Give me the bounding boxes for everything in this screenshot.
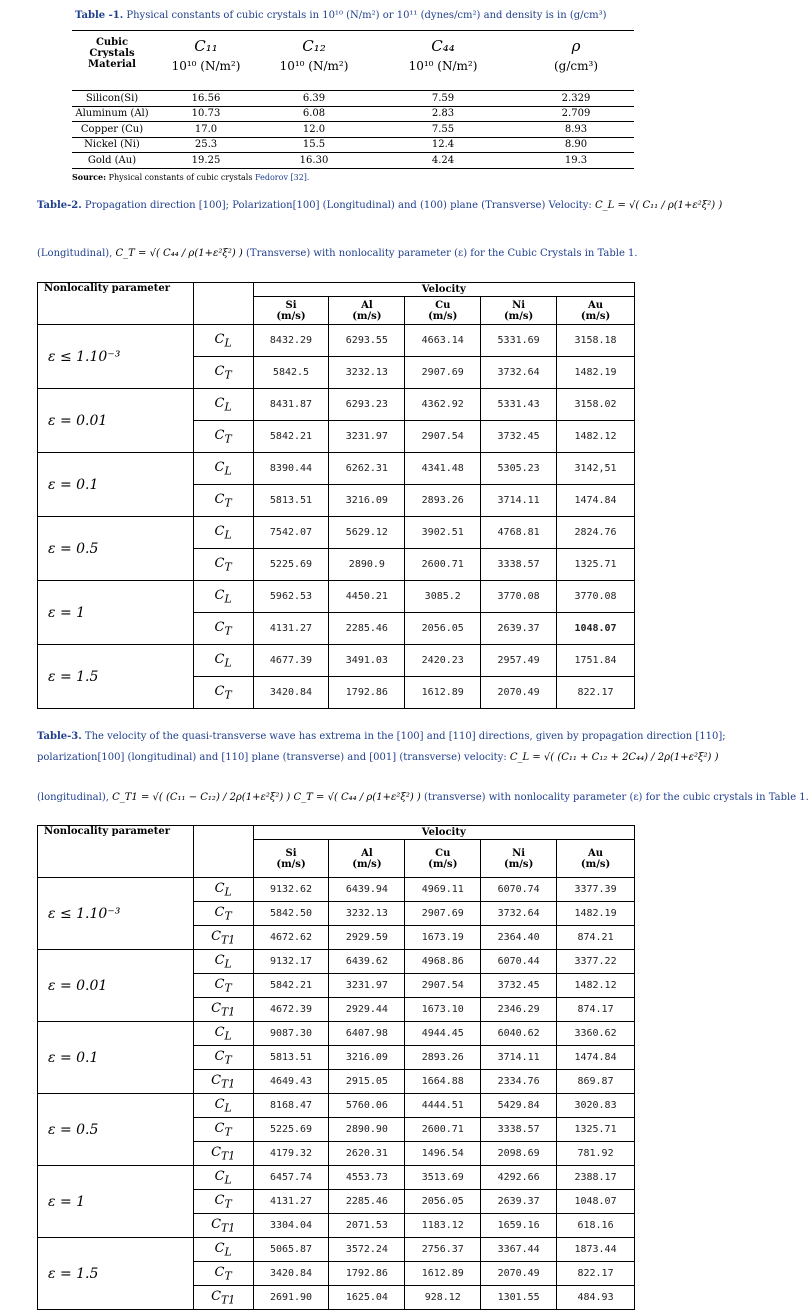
- velocity-cell: 7542.07: [253, 517, 329, 549]
- velocity-symbol: $C_T$: [193, 974, 253, 998]
- velocity-cell: 3572.24: [329, 1238, 405, 1262]
- velocity-cell: 5842.5: [253, 357, 329, 389]
- velocity-cell: 1474.84: [557, 485, 635, 517]
- velocity-symbol: $C_L$: [193, 1238, 253, 1262]
- velocity-cell: 3360.62: [557, 1022, 635, 1046]
- velocity-cell: 5760.06: [329, 1094, 405, 1118]
- velocity-cell: 4450.21: [329, 581, 405, 613]
- velocity-cell: 3158.02: [557, 389, 635, 421]
- velocity-cell: 3732.64: [481, 357, 557, 389]
- velocity-cell: 5331.43: [481, 389, 557, 421]
- velocity-cell: 822.17: [557, 1262, 635, 1286]
- velocity-cell: 5065.87: [253, 1238, 329, 1262]
- velocity-cell: 3231.97: [329, 421, 405, 453]
- velocity-cell: 1751.84: [557, 645, 635, 677]
- velocity-cell: 3714.11: [481, 1046, 557, 1070]
- table-row: [38, 517, 635, 549]
- velocity-cell: 1659.16: [481, 1214, 557, 1238]
- table-row: [38, 645, 635, 677]
- table1-source: Source: Physical constants of cubic crystals Fedorov [32].: [72, 172, 310, 182]
- velocity-symbol: $C_L$: [193, 581, 253, 613]
- velocity-cell: 6070.74: [481, 878, 557, 902]
- velocity-cell: 2824.76: [557, 517, 635, 549]
- nonlocality-value: ε = 0.1: [38, 1022, 194, 1094]
- velocity-symbol: $C_L$: [193, 1022, 253, 1046]
- velocity-symbol: $C_T$: [193, 902, 253, 926]
- header-row: [38, 826, 635, 840]
- header-velocity: Velocity: [253, 826, 634, 840]
- velocity-symbol: $C_T$: [193, 549, 253, 581]
- velocity-cell: 2907.54: [405, 974, 481, 998]
- nonlocality-value: ε = 1.5: [38, 1238, 194, 1310]
- velocity-symbol: $C_L$: [193, 950, 253, 974]
- column-header: Ni (m/s): [481, 840, 557, 878]
- nonlocality-value: ε = 0.01: [38, 389, 194, 453]
- velocity-cell: 3142,51: [557, 453, 635, 485]
- velocity-cell: 3377.39: [557, 878, 635, 902]
- velocity-cell: 2929.44: [329, 998, 405, 1022]
- header-nonlocality: Nonlocality parameter: [38, 826, 194, 878]
- velocity-cell: 3902.51: [405, 517, 481, 549]
- velocity-cell: 2388.17: [557, 1166, 635, 1190]
- table-row: [38, 950, 635, 974]
- velocity-cell: 6457.74: [253, 1166, 329, 1190]
- velocity-cell: 3513.69: [405, 1166, 481, 1190]
- velocity-cell: 6293.55: [329, 325, 405, 357]
- velocity-cell: 2929.59: [329, 926, 405, 950]
- velocity-cell: 3232.13: [329, 902, 405, 926]
- velocity-cell: 1792.86: [329, 677, 405, 709]
- table-row: Copper (Cu) 17.0 12.0 7.55 8.93: [72, 122, 634, 138]
- velocity-cell: 6262.31: [329, 453, 405, 485]
- velocity-cell: 3020.83: [557, 1094, 635, 1118]
- velocity-cell: 1664.88: [405, 1070, 481, 1094]
- velocity-cell: 5225.69: [253, 549, 329, 581]
- velocity-cell: 3732.45: [481, 421, 557, 453]
- column-header: Ni (m/s): [481, 297, 557, 325]
- velocity-cell: 9087.30: [253, 1022, 329, 1046]
- velocity-cell: 4649.43: [253, 1070, 329, 1094]
- table-row: [38, 1166, 635, 1190]
- velocity-cell: 4944.45: [405, 1022, 481, 1046]
- table3-caption-line2: polarization[100] (longitudinal) and [110] plane (transverse) and [001] (transverse) velocity: C_L = √( (C₁₁ + C₁₂ + 2C₄₄) / 2ρ(1+ε²ξ²) ): [37, 752, 719, 763]
- velocity-symbol: $C_L$: [193, 1166, 253, 1190]
- table-row: [38, 581, 635, 613]
- velocity-cell: 1496.54: [405, 1142, 481, 1166]
- velocity-cell: 4768.81: [481, 517, 557, 549]
- header-c11: C₁₁ 10¹⁰ (N/m²): [152, 31, 260, 91]
- velocity-cell: 1612.89: [405, 1262, 481, 1286]
- velocity-cell: 4179.32: [253, 1142, 329, 1166]
- velocity-cell: 2915.05: [329, 1070, 405, 1094]
- velocity-symbol: $C_L$: [193, 645, 253, 677]
- velocity-cell: 1612.89: [405, 677, 481, 709]
- velocity-symbol: $C_T$: [193, 357, 253, 389]
- velocity-cell: 2346.29: [481, 998, 557, 1022]
- nonlocality-value: ε = 0.5: [38, 1094, 194, 1166]
- table2-caption-line1: Table-2. Propagation direction [100]; Polarization[100] (Longitudinal) and (100) plane (Transverse) Velocity: C_L = √( C₁₁ / ρ(1+ε²ξ²) ): [37, 200, 723, 211]
- table2-label: Table-2.: [37, 200, 82, 211]
- table3: [37, 825, 635, 1310]
- velocity-symbol: $C_L$: [193, 325, 253, 357]
- column-header: Al (m/s): [329, 840, 405, 878]
- velocity-cell: 2890.90: [329, 1118, 405, 1142]
- velocity-cell: 8168.47: [253, 1094, 329, 1118]
- velocity-symbol: $C_T$: [193, 421, 253, 453]
- velocity-cell: 5842.50: [253, 902, 329, 926]
- velocity-cell: 5225.69: [253, 1118, 329, 1142]
- table-row: [38, 325, 635, 357]
- column-header: Au (m/s): [557, 297, 635, 325]
- header-velocity: Velocity: [253, 283, 634, 297]
- velocity-symbol: $C_T$: [193, 1190, 253, 1214]
- velocity-cell: 2070.49: [481, 1262, 557, 1286]
- velocity-cell: 3714.11: [481, 485, 557, 517]
- velocity-cell: 2890.9: [329, 549, 405, 581]
- velocity-cell: 2893.26: [405, 1046, 481, 1070]
- velocity-symbol: $C_T$: [193, 1046, 253, 1070]
- table1-caption: [75, 10, 607, 21]
- velocity-cell: 874.17: [557, 998, 635, 1022]
- velocity-symbol: $C_T$: [193, 485, 253, 517]
- velocity-cell: 2071.53: [329, 1214, 405, 1238]
- velocity-cell: 9132.62: [253, 878, 329, 902]
- velocity-cell: 8390.44: [253, 453, 329, 485]
- header-rho: ρ (g/cm³): [518, 31, 634, 91]
- velocity-cell: 6040.62: [481, 1022, 557, 1046]
- velocity-cell: 1482.12: [557, 974, 635, 998]
- velocity-cell: 5842.21: [253, 974, 329, 998]
- velocity-cell: 4672.62: [253, 926, 329, 950]
- velocity-cell: 1873.44: [557, 1238, 635, 1262]
- table-row: Silicon(Si) 16.56 6.39 7.59 2.329: [72, 91, 634, 107]
- velocity-cell: 2620.31: [329, 1142, 405, 1166]
- velocity-cell: 4341.48: [405, 453, 481, 485]
- equation-ct: C_T = √( C₄₄ / ρ(1+ε²ξ²) ): [115, 248, 243, 259]
- velocity-cell: 1325.71: [557, 1118, 635, 1142]
- velocity-symbol: $C_{T1}$: [193, 998, 253, 1022]
- velocity-cell: 6070.44: [481, 950, 557, 974]
- velocity-symbol: $C_T$: [193, 1118, 253, 1142]
- velocity-cell: 1482.12: [557, 421, 635, 453]
- velocity-cell: 2285.46: [329, 613, 405, 645]
- velocity-cell: 4292.66: [481, 1166, 557, 1190]
- velocity-cell: 781.92: [557, 1142, 635, 1166]
- equation-ct1: C_T1 = √( (C₁₁ − C₁₂) / 2ρ(1+ε²ξ²) ): [112, 792, 291, 803]
- nonlocality-value: ε ≤ 1.10⁻³: [38, 325, 194, 389]
- velocity-cell: 6439.94: [329, 878, 405, 902]
- velocity-cell: 1325.71: [557, 549, 635, 581]
- velocity-cell: 2907.54: [405, 421, 481, 453]
- header-blank: [193, 283, 253, 325]
- velocity-cell: 1183.12: [405, 1214, 481, 1238]
- velocity-cell: 4968.86: [405, 950, 481, 974]
- velocity-cell: 5962.53: [253, 581, 329, 613]
- nonlocality-value: ε = 1.5: [38, 645, 194, 709]
- velocity-cell: 3085.2: [405, 581, 481, 613]
- velocity-cell: 3377.22: [557, 950, 635, 974]
- velocity-cell: 3338.57: [481, 549, 557, 581]
- table-row: Gold (Au) 19.25 16.30 4.24 19.3: [72, 153, 634, 169]
- column-header: Cu (m/s): [405, 840, 481, 878]
- velocity-cell: 4444.51: [405, 1094, 481, 1118]
- table1-header: [72, 31, 634, 91]
- column-header: Cu (m/s): [405, 297, 481, 325]
- velocity-cell: 3231.97: [329, 974, 405, 998]
- velocity-cell: 874.21: [557, 926, 635, 950]
- velocity-cell: 3491.03: [329, 645, 405, 677]
- velocity-cell: 8431.87: [253, 389, 329, 421]
- velocity-cell: 5842.21: [253, 421, 329, 453]
- table1-label: Table -1.: [75, 10, 124, 21]
- table2: [37, 282, 635, 709]
- table1: [72, 30, 634, 169]
- header-material: Cubic Crystals Material: [72, 31, 152, 91]
- velocity-cell: 4677.39: [253, 645, 329, 677]
- velocity-cell: 3338.57: [481, 1118, 557, 1142]
- velocity-cell: 2364.40: [481, 926, 557, 950]
- table-row: [38, 878, 635, 902]
- table3-label: Table-3.: [37, 731, 82, 742]
- velocity-cell: 3770.08: [557, 581, 635, 613]
- velocity-cell: 2420.23: [405, 645, 481, 677]
- velocity-cell: 822.17: [557, 677, 635, 709]
- velocity-cell: 5629.12: [329, 517, 405, 549]
- table3-caption-line1: Table-3. The velocity of the quasi-transverse wave has extrema in the [100] and [110] directions, given by propagation direction [110];: [37, 731, 726, 742]
- column-header: Al (m/s): [329, 297, 405, 325]
- velocity-cell: 869.87: [557, 1070, 635, 1094]
- column-header: Au (m/s): [557, 840, 635, 878]
- velocity-cell: 1048.07: [557, 1190, 635, 1214]
- velocity-symbol: $C_{T1}$: [193, 1142, 253, 1166]
- velocity-symbol: $C_T$: [193, 1262, 253, 1286]
- table-row: [38, 389, 635, 421]
- velocity-cell: 1792.86: [329, 1262, 405, 1286]
- velocity-cell: 2600.71: [405, 1118, 481, 1142]
- table-row: Nickel (Ni) 25.3 15.5 12.4 8.90: [72, 137, 634, 153]
- velocity-cell: 2639.37: [481, 1190, 557, 1214]
- table1-caption-text: Physical constants of cubic crystals in 10¹⁰ (N/m²) or 10¹¹ (dynes/cm²) and density is in (g/cm³): [126, 10, 607, 21]
- velocity-cell: 1625.04: [329, 1286, 405, 1310]
- velocity-symbol: $C_L$: [193, 453, 253, 485]
- nonlocality-value: ε = 1: [38, 581, 194, 645]
- velocity-cell: 1474.84: [557, 1046, 635, 1070]
- nonlocality-value: ε = 0.01: [38, 950, 194, 1022]
- velocity-cell: 2639.37: [481, 613, 557, 645]
- table-row: [38, 453, 635, 485]
- table-row: [38, 1022, 635, 1046]
- velocity-cell: 4131.27: [253, 613, 329, 645]
- velocity-cell: 6407.98: [329, 1022, 405, 1046]
- velocity-cell: 2098.69: [481, 1142, 557, 1166]
- velocity-cell: 3232.13: [329, 357, 405, 389]
- velocity-symbol: $C_{T1}$: [193, 1070, 253, 1094]
- velocity-cell: 1482.19: [557, 902, 635, 926]
- velocity-cell: 4672.39: [253, 998, 329, 1022]
- nonlocality-value: ε = 0.1: [38, 453, 194, 517]
- table3-caption-line3: (longitudinal), C_T1 = √( (C₁₁ − C₁₂) / 2ρ(1+ε²ξ²) ) C_T = √( C₄₄ / ρ(1+ε²ξ²) ) (transverse) with nonlocality parameter (ε) for the cubic crystals in Table 1.: [37, 792, 809, 803]
- velocity-cell: 2691.90: [253, 1286, 329, 1310]
- table2-caption-line2: (Longitudinal), C_T = √( C₄₄ / ρ(1+ε²ξ²) ) (Transverse) with nonlocality parameter (ε) for the Cubic Crystals in Table 1.: [37, 248, 638, 259]
- column-header: Si (m/s): [253, 297, 329, 325]
- velocity-cell: 3216.09: [329, 1046, 405, 1070]
- velocity-cell: 4362.92: [405, 389, 481, 421]
- velocity-cell: 5813.51: [253, 1046, 329, 1070]
- velocity-cell: 2070.49: [481, 677, 557, 709]
- nonlocality-value: ε ≤ 1.10⁻³: [38, 878, 194, 950]
- velocity-cell: 5429.84: [481, 1094, 557, 1118]
- velocity-cell: 3732.64: [481, 902, 557, 926]
- table-row: [38, 1094, 635, 1118]
- source-link[interactable]: Fedorov [32].: [255, 173, 310, 182]
- velocity-cell: 6439.62: [329, 950, 405, 974]
- table-row: [38, 1238, 635, 1262]
- velocity-symbol: $C_L$: [193, 878, 253, 902]
- velocity-cell: 3420.84: [253, 677, 329, 709]
- velocity-cell: 5813.51: [253, 485, 329, 517]
- table-row: Aluminum (Al) 10.73 6.08 2.83 2.709: [72, 106, 634, 122]
- velocity-cell: 2285.46: [329, 1190, 405, 1214]
- velocity-cell: 3732.45: [481, 974, 557, 998]
- equation-cl: C_L = √( C₁₁ / ρ(1+ε²ξ²) ): [595, 200, 723, 211]
- velocity-cell: 9132.17: [253, 950, 329, 974]
- velocity-cell: 4131.27: [253, 1190, 329, 1214]
- header-c44: C₄₄ 10¹⁰ (N/m²): [368, 31, 518, 91]
- velocity-cell: 6293.23: [329, 389, 405, 421]
- velocity-cell: 3420.84: [253, 1262, 329, 1286]
- velocity-cell: 2334.76: [481, 1070, 557, 1094]
- velocity-cell: 2907.69: [405, 902, 481, 926]
- velocity-cell: 3304.04: [253, 1214, 329, 1238]
- nonlocality-value: ε = 1: [38, 1166, 194, 1238]
- nonlocality-value: ε = 0.5: [38, 517, 194, 581]
- header-row: [38, 283, 635, 297]
- velocity-cell: 2893.26: [405, 485, 481, 517]
- equation-ct-3: C_T = √( C₄₄ / ρ(1+ε²ξ²) ): [293, 792, 421, 803]
- velocity-cell: 1673.10: [405, 998, 481, 1022]
- header-c12: C₁₂ 10¹⁰ (N/m²): [260, 31, 368, 91]
- velocity-cell: 4663.14: [405, 325, 481, 357]
- velocity-symbol: $C_T$: [193, 677, 253, 709]
- velocity-symbol: $C_{T1}$: [193, 926, 253, 950]
- equation-cl-3: C_L = √( (C₁₁ + C₁₂ + 2C₄₄) / 2ρ(1+ε²ξ²) ): [509, 752, 719, 763]
- velocity-cell: 2600.71: [405, 549, 481, 581]
- column-header: Si (m/s): [253, 840, 329, 878]
- velocity-symbol: $C_L$: [193, 389, 253, 421]
- velocity-cell: 928.12: [405, 1286, 481, 1310]
- velocity-cell: 2756.37: [405, 1238, 481, 1262]
- velocity-cell: 484.93: [557, 1286, 635, 1310]
- velocity-cell: 3367.44: [481, 1238, 557, 1262]
- header-nonlocality: Nonlocality parameter: [38, 283, 194, 325]
- velocity-cell: 1673.19: [405, 926, 481, 950]
- velocity-cell: 5305.23: [481, 453, 557, 485]
- velocity-cell: 8432.29: [253, 325, 329, 357]
- velocity-symbol: $C_L$: [193, 517, 253, 549]
- velocity-cell: 1048.07: [557, 613, 635, 645]
- velocity-cell: 3158.18: [557, 325, 635, 357]
- velocity-cell: 1482.19: [557, 357, 635, 389]
- velocity-cell: 2907.69: [405, 357, 481, 389]
- velocity-symbol: $C_{T1}$: [193, 1214, 253, 1238]
- velocity-cell: 3770.08: [481, 581, 557, 613]
- velocity-cell: 4969.11: [405, 878, 481, 902]
- velocity-cell: 4553.73: [329, 1166, 405, 1190]
- velocity-cell: 3216.09: [329, 485, 405, 517]
- velocity-cell: 5331.69: [481, 325, 557, 357]
- velocity-cell: 2056.05: [405, 1190, 481, 1214]
- header-blank: [193, 826, 253, 878]
- velocity-symbol: $C_T$: [193, 613, 253, 645]
- velocity-cell: 1301.55: [481, 1286, 557, 1310]
- velocity-cell: 2056.05: [405, 613, 481, 645]
- velocity-cell: 2957.49: [481, 645, 557, 677]
- velocity-symbol: $C_L$: [193, 1094, 253, 1118]
- velocity-cell: 618.16: [557, 1214, 635, 1238]
- velocity-symbol: $C_{T1}$: [193, 1286, 253, 1310]
